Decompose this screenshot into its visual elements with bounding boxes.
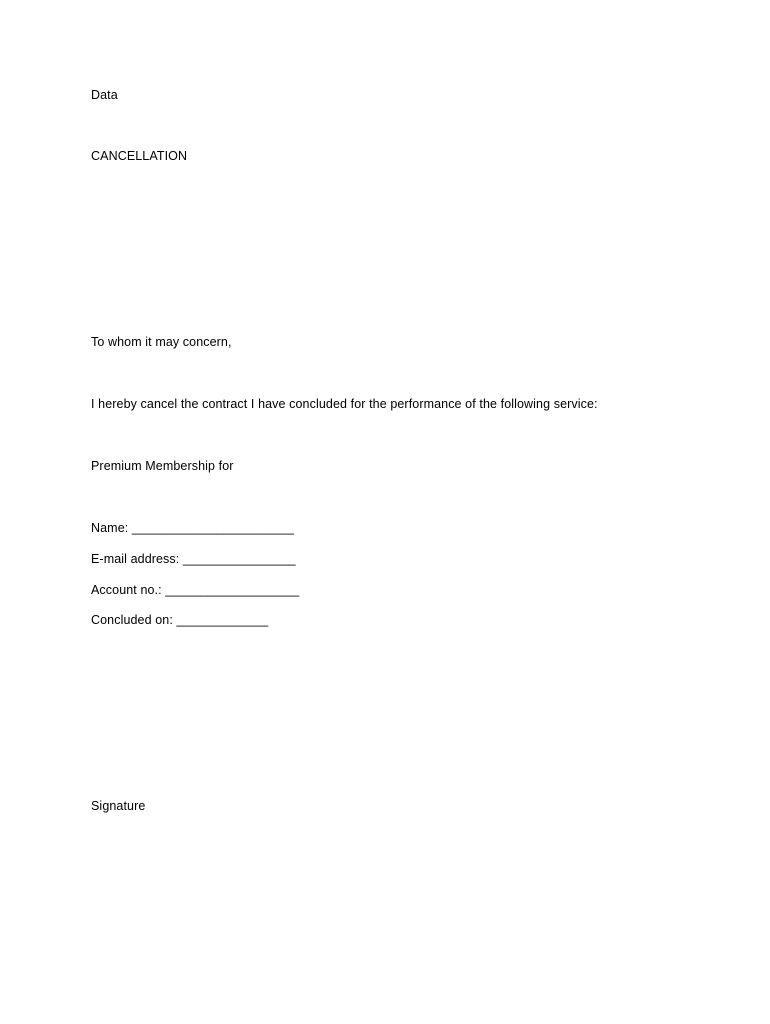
document-title: CANCELLATION bbox=[91, 149, 188, 163]
account-number-field: Account no.: ___________________ bbox=[91, 583, 300, 597]
signature-label: Signature bbox=[91, 799, 146, 813]
date-label: Data bbox=[91, 88, 118, 102]
name-field: Name: _______________________ bbox=[91, 521, 295, 535]
body-paragraph: I hereby cancel the contract I have concluded for the performance of the following service: bbox=[91, 397, 598, 411]
concluded-on-field: Concluded on: _____________ bbox=[91, 613, 269, 627]
email-field: E-mail address: ________________ bbox=[91, 552, 296, 566]
service-line: Premium Membership for bbox=[91, 459, 234, 473]
greeting: To whom it may concern, bbox=[91, 335, 232, 349]
